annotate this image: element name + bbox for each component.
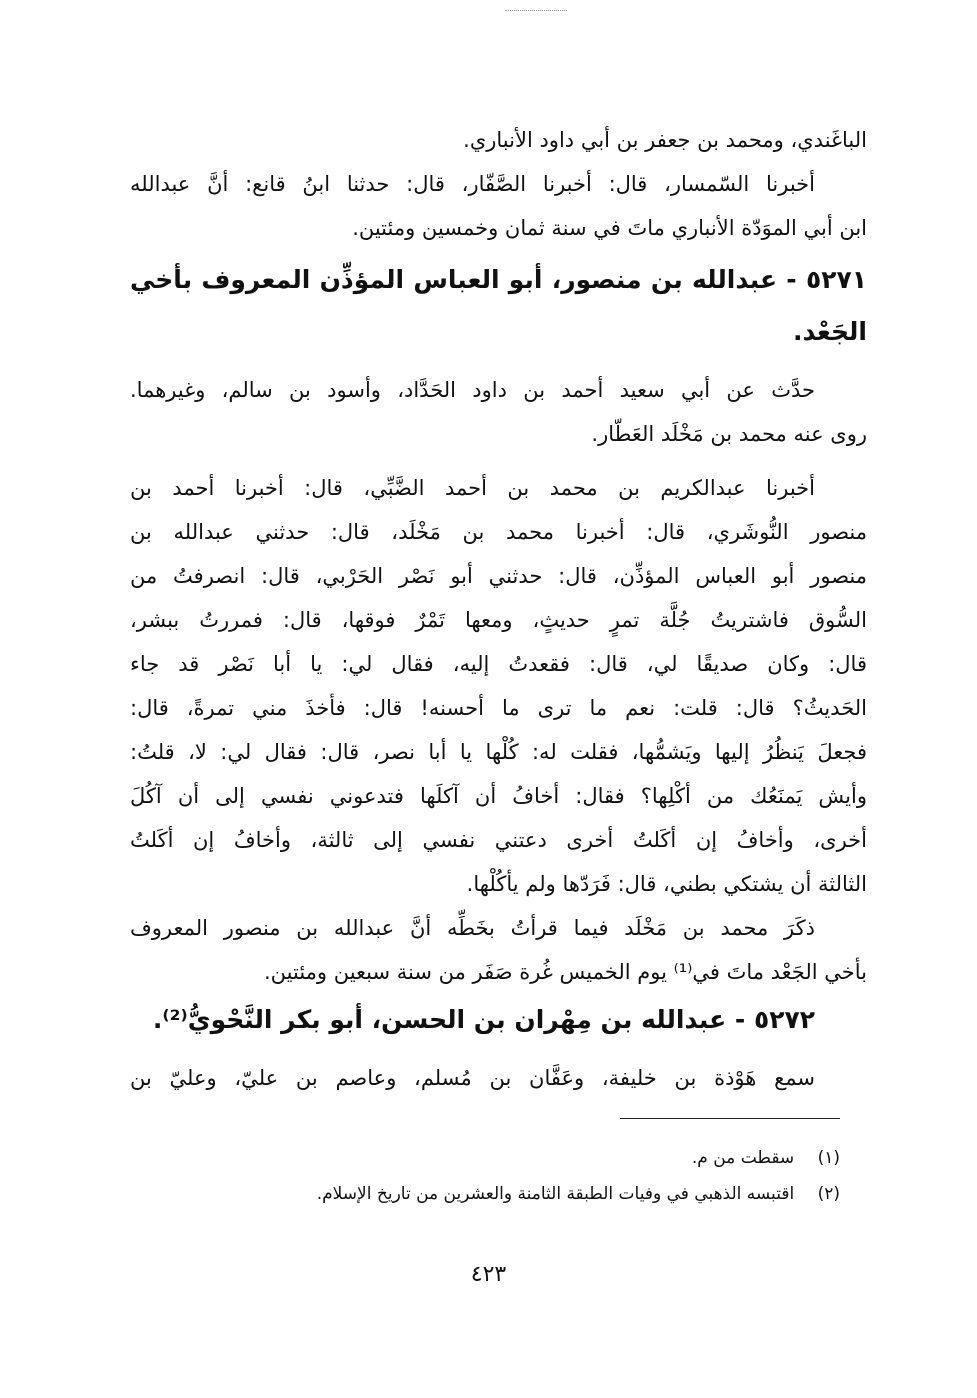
entry-heading-5272: ٥٢٧٢ - عبدالله بن مِهْران بن الحسن، أبو بكر النَّحْويُّ⁽²⁾. bbox=[152, 1005, 815, 1034]
entry-heading-5271-continued: الجَعْد. bbox=[792, 317, 867, 346]
text-line: قال: وكان صديقًا لي، قال: فقعدتُ إليه، فقال لي: يا أبا نَصْر قد جاء bbox=[130, 652, 867, 676]
footnote-number: (٢) bbox=[817, 1184, 840, 1204]
footnote-divider bbox=[620, 1118, 840, 1119]
footnote-text: سقطت من م. bbox=[691, 1148, 795, 1168]
text-line: روى عنه محمد بن مَخْلَد العَطّار. bbox=[591, 422, 867, 446]
footnote-number: (١) bbox=[817, 1148, 840, 1168]
text-line: أخبرنا السّمسار، قال: أخبرنا الصَّفّار، قال: حدثنا ابنُ قانع: أنَّ عبدالله bbox=[130, 172, 815, 196]
footnote-text: اقتبسه الذهبي في وفيات الطبقة الثامنة والعشرين من تاريخ الإسلام. bbox=[316, 1184, 795, 1204]
text-line: سمع هَوْذة بن خليفة، وعَفَّان بن مُسلم، وعاصم بن عليّ، وعليّ بن bbox=[130, 1066, 815, 1090]
text-line: الباغَندي، ومحمد بن جعفر بن أبي داود الأنباري. bbox=[463, 128, 867, 152]
top-edge-mark bbox=[505, 10, 567, 11]
text-line: بأخي الجَعْد ماتَ في⁽¹⁾ يوم الخميس غُرة صَفَر من سنة سبعين ومئتين. bbox=[263, 960, 867, 984]
footnotes bbox=[150, 1140, 840, 1212]
text-line: أخرى، وأخافُ إن أكَلتُ أخرى دعتني نفسي إلى ثالثة، وأخافُ إن أكَلتُ bbox=[130, 828, 867, 852]
text-line: الحَديثُ؟ قال: قلت: نعم ما ترى ما أحسنه! قال: فأخذَ مني تمرةً، قال: bbox=[130, 696, 867, 720]
text-line: منصور أبو العباس المؤذِّن، قال: حدثني أبو نَصْر الحَرْبي، قال: انصرفتُ من bbox=[130, 564, 867, 588]
text-line: فجعلَ يَنظُرُ إليها ويَشمُّها، فقلت له: كُلْها يا أبا نصر، قال: فقال لي: لا، قلتُ: bbox=[130, 740, 867, 764]
text-line: الثالثة أن يشتكي بطني، قال: فَرَدّها ولم يأكُلْها. bbox=[466, 872, 867, 896]
entry-heading-5271: ٥٢٧١ - عبدالله بن منصور، أبو العباس المؤذِّن المعروف بأخي bbox=[130, 265, 867, 294]
text-line: ذكَرَ محمد بن مَخْلَد فيما قرأتُ بخَطِّه أنَّ عبدالله بن منصور المعروف bbox=[130, 916, 815, 940]
page-number: ٤٢٣ bbox=[470, 1262, 507, 1287]
text-line: ابن أبي الموَدّة الأنباري ماتَ في سنة ثمان وخمسين ومئتين. bbox=[352, 216, 867, 240]
text-line: أخبرنا عبدالكريم بن محمد بن أحمد الضَّبِّي، قال: أخبرنا أحمد بن bbox=[130, 476, 815, 500]
text-line: السُّوق فاشتريتُ جُلَّة تمرٍ حديثٍ، ومعها تَمْرٌ فوقها، قال: فمررتُ ببشر، bbox=[130, 608, 867, 632]
text-line: منصور النُّوشَري، قال: أخبرنا محمد بن مَخْلَد، قال: حدثني عبدالله بن bbox=[130, 520, 867, 544]
text-line: حدَّث عن أبي سعيد أحمد بن داود الحَدَّاد، وأسود بن سالم، وغيرهما. bbox=[130, 378, 815, 402]
footnote-1 bbox=[150, 1140, 840, 1176]
text-line: وأيش يَمنَعُك من أكْلِها؟ فقال: أخافُ أن آكلَها فتدعوني نفسي إلى أن آكُلَ bbox=[130, 784, 867, 808]
main-text bbox=[130, 118, 867, 1100]
footnote-2 bbox=[150, 1176, 840, 1212]
